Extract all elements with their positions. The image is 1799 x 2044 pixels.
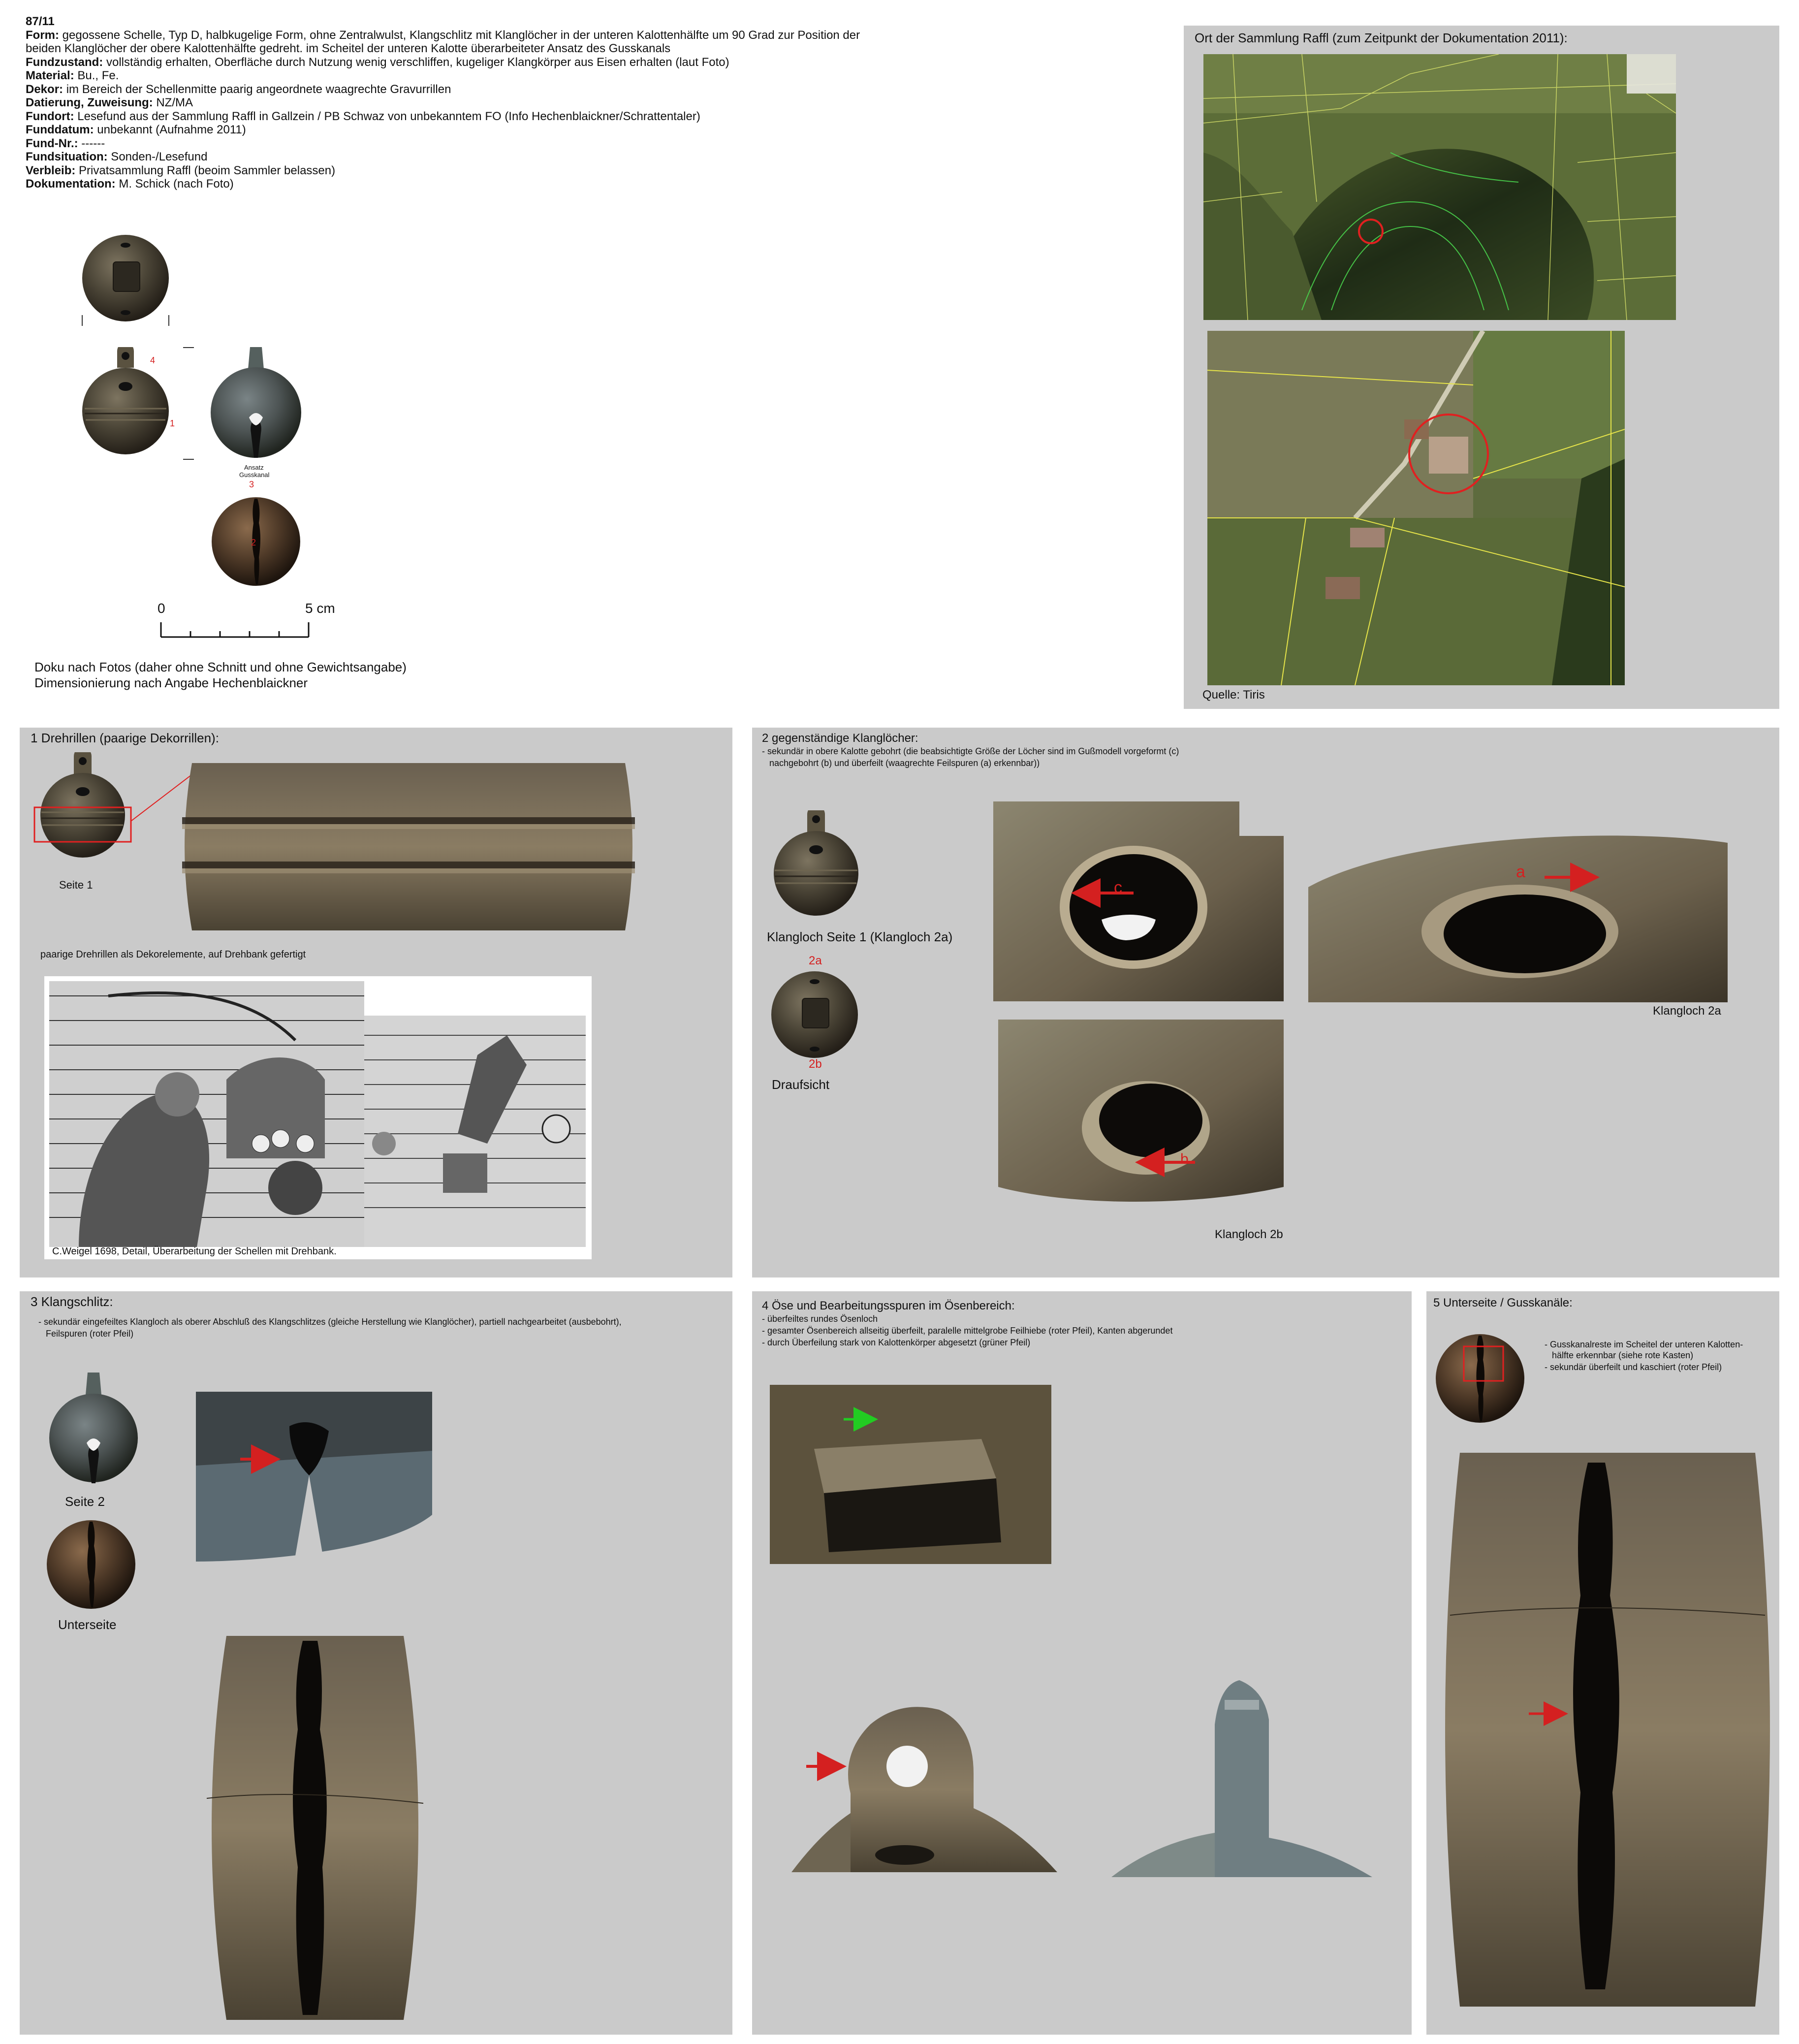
header-field-line [26,29,1158,42]
header-field-line [26,110,1158,124]
header-field-value: beiden Klanglöcher der obere Kalottenhälfte gedreht. im Scheitel der unteren Kalotte überarbeiteter Ansatz des Gusskanals [26,42,671,55]
header-field-line [26,177,1158,191]
header-field-value: Lesefund aus der Sammlung Raffl in Gallzein / PB Schwaz von unbekanntem FO (Info Hechenblaickner/Schrattentaler) [74,109,700,123]
label-gusskanal: Gusskanal [239,471,270,479]
header-field-value: NZ/MA [153,96,193,109]
label-num-4: 4 [150,355,156,365]
panel-5-slot-closeup [1440,1453,1775,2007]
find-id: 87/11 [26,15,55,28]
dim-tick-left [82,315,83,326]
panel-1-engraving [44,976,592,1259]
label-num-2: 2 [251,538,256,547]
engraving-caption: C.Weigel 1698, Detail, Überarbeitung der Schellen mit Drehbank. [52,1246,337,1257]
panel-1-side-label: Seite 1 [59,879,93,891]
header-field-label: Dekor: [26,82,63,96]
panel-5-line-3: - sekundär überfeilt und kaschiert (roter Pfeil) [1545,1362,1722,1372]
panel-3-title: 3 Klangschlitz: [31,1294,113,1309]
header-field-value: Sonden-/Lesefund [107,150,208,163]
panel-3-slot-closeup-top [196,1392,432,1562]
bell-top-view [79,231,172,325]
panel-2-closeup-hole-b [998,1020,1284,1202]
panel-1-drehrillen [20,728,732,1278]
header-field-line [26,164,1158,178]
scale-label-0: 0 [158,601,165,616]
panel-4-line-1: - überfeiltes rundes Ösenloch [762,1314,878,1324]
panel-2-caption-2b: Klangloch 2b [1215,1228,1283,1241]
header-field-line [26,150,1158,164]
panel-2-label-2b-small: 2b [809,1057,822,1071]
panel-1-bell-side1 [33,752,132,865]
header-field-line [26,56,1158,69]
panel-2-title: 2 gegenständige Klanglöcher: [762,732,918,745]
panel-4-oese [752,1291,1412,2035]
header-field-value: Privatsammlung Raffl (beoim Sammler belassen) [75,163,336,177]
cadastral-map [1203,54,1676,320]
header-field-label: Material: [26,69,74,82]
header-field-value: gegossene Schelle, Typ D, halbkugelige Form, ohne Zentralwulst, Klangschlitz mit Klanglöcher in der unteren Kalottenhälfte um 90 Grad zur Position der [59,28,860,42]
header-field-value: ------ [78,136,105,150]
panel-2-line-2: nachgebohrt (b) und überfeilt (waagrechte Feilspuren (a) erkennbar)) [762,758,1040,768]
panel-4-title: 4 Öse und Bearbeitungsspuren im Ösenbereich: [762,1299,1015,1312]
header-field-label: Form: [26,28,59,42]
header-field-label: Datierung, Zuweisung: [26,96,153,109]
engraving-detail-right [364,1016,586,1247]
header-fields [26,29,1158,191]
header-field-label: Fund-Nr.: [26,136,78,150]
header-field-value: M. Schick (nach Foto) [115,177,234,191]
panel-2-label-2a-small: 2a [809,954,822,967]
aerial-photo [1207,331,1625,685]
panel-2-label-top: Draufsicht [772,1077,830,1092]
dim-tick-bottom [183,459,194,460]
header-field-line [26,96,1158,110]
doc-note-1: Doku nach Fotos (daher ohne Schnitt und ohne Gewichtsangabe) [34,660,407,674]
panel-1-caption: paarige Drehrillen als Dekorelemente, auf Drehbank gefertigt [40,949,306,960]
panel-3-line-2: Feilspuren (roter Pfeil) [38,1329,134,1339]
panel-2-line-1: - sekundär in obere Kalotte gebohrt (die beabsichtigte Größe der Löcher sind im Gußmodell vorgeformt (c) [762,746,1179,756]
header-block [26,15,1158,191]
panel-3-bell-bottom [44,1518,138,1611]
scale-label-5cm: 5 cm [305,601,335,616]
panel-4-lug-closeup-top [770,1385,1051,1564]
doc-note-2: Dimensionierung nach Angabe Hechenblaickner [34,675,308,690]
panel-2-caption-2a: Klangloch 2a [1653,1004,1721,1018]
header-field-line [26,69,1158,83]
panel-5-line-1: - Gusskanalreste im Scheitel der unteren Kalotten- [1545,1340,1743,1349]
header-field-value: unbekannt (Aufnahme 2011) [94,123,246,136]
map-panel-title: Ort der Sammlung Raffl (zum Zeitpunkt der Dokumentation 2011): [1195,31,1568,45]
panel-3-line-1: - sekundär eingefeiltes Klangloch als oberer Abschluß des Klangschlitzes (gleiche Herstellung wie Klanglöcher), partiell nachgearbeitet (ausbebohrt), [38,1317,622,1327]
map-panel [1184,26,1779,709]
panel-3-label-side2: Seite 2 [65,1494,105,1509]
panel-3-label-bottom: Unterseite [58,1617,117,1632]
panel-5-unterseite [1426,1291,1779,2035]
panel-2-closeup-hole-a [1308,828,1728,1002]
scale-bar [158,601,335,645]
scale-ruler [160,622,317,642]
panel-4-lug-side [1111,1680,1372,1877]
panel-2-letter-b: b [1180,1151,1189,1167]
header-field-label: Verbleib: [26,163,76,177]
dim-tick-top [183,347,194,348]
panel-2-letter-c: c [1114,878,1122,897]
panel-2-klangloecher [752,728,1779,1278]
panel-2-bell-top [768,968,861,1061]
header-field-value: im Bereich der Schellenmitte paarig angeordnete waagrechte Gravurrillen [63,82,451,96]
header-field-line [26,42,1158,56]
header-field-line [26,123,1158,137]
header-field-label: Funddatum: [26,123,94,136]
panel-4-line-2: - gesamter Ösenbereich allseitig überfeilt, paralelle mittelgrobe Feilhiebe (roter Pfeil), Kanten abgerundet [762,1326,1173,1336]
panel-2-letter-a: a [1516,862,1525,881]
panel-1-title: 1 Drehrillen (paarige Dekorrillen): [31,731,219,745]
header-field-line [26,83,1158,96]
dim-tick-right [168,315,169,326]
panel-3-slot-closeup-long [197,1636,433,2020]
bell-side-2 [207,345,305,463]
label-ansatz: Ansatz [244,464,264,471]
panel-5-title: 5 Unterseite / Gusskanäle: [1433,1296,1573,1309]
panel-5-bell-bottom [1433,1332,1527,1425]
header-field-label: Fundsituation: [26,150,108,163]
panel-3-klangschlitz [20,1291,732,2035]
header-field-label: Fundzustand: [26,55,103,69]
header-field-value: Bu., Fe. [74,69,119,82]
header-field-label: Dokumentation: [26,177,116,191]
panel-5-line-2: hälfte erkennbar (siehe rote Kasten) [1545,1350,1694,1360]
panel-3-bell-side2 [44,1370,143,1488]
label-num-1: 1 [170,418,175,428]
engraving-workshop-left [49,981,364,1247]
bell-side-1 [79,347,172,460]
header-field-line [26,137,1158,151]
panel-2-label-side1: Klangloch Seite 1 (Klangloch 2a) [767,929,953,944]
header-field-value: vollständig erhalten, Oberfläche durch Nutzung wenig verschliffen, kugeliger Klangkörper aus Eisen erhalten (laut Foto) [103,55,729,69]
panel-4-line-3: - durch Überfeilung stark von Kalottenkörper abgesetzt (grüner Pfeil) [762,1338,1031,1347]
panel-2-bell-side1 [767,810,865,924]
label-num-3: 3 [249,479,254,489]
header-field-label: Fundort: [26,109,74,123]
panel-1-groove-closeup [182,763,635,930]
panel-4-lug-front [791,1685,1057,1872]
panel-2-closeup-hole-c [993,801,1284,1001]
map-source: Quelle: Tiris [1202,688,1265,702]
